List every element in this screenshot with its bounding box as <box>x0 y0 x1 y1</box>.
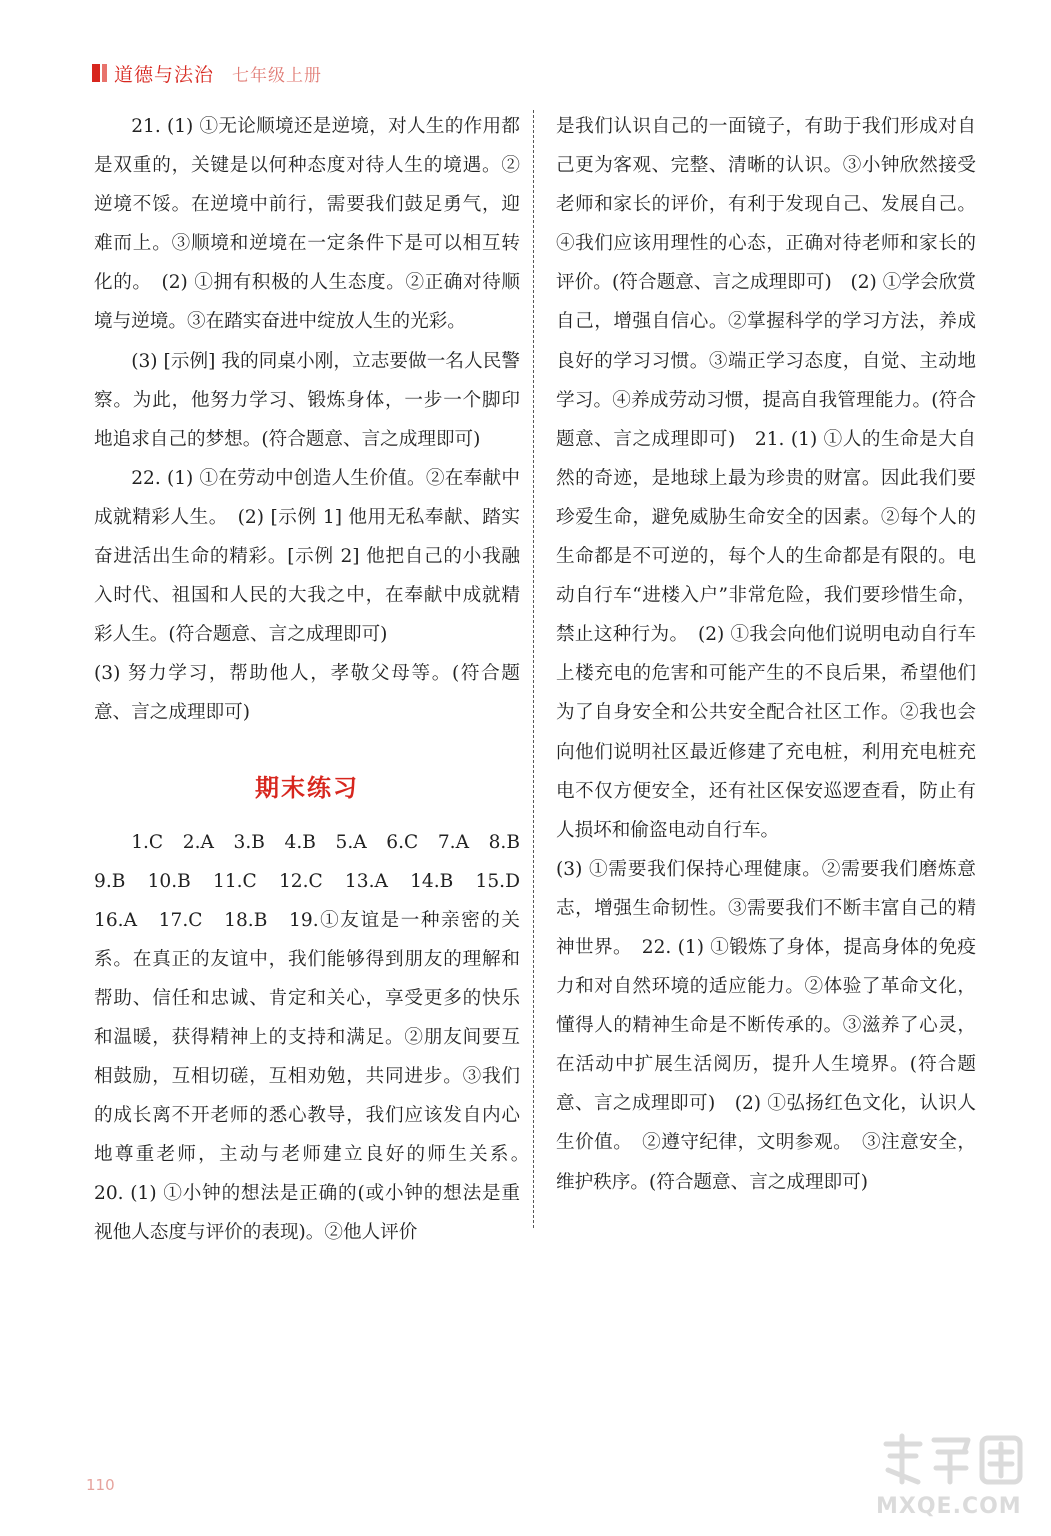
watermark-url: MXQE.COM <box>876 1494 1022 1519</box>
answer-paragraph: 是我们认识自己的一面镜子，有助于我们形成对自己更为客观、完整、清晰的认识。③小钟欣然接受老师和家长的评价，有利于发现自己、发展自己。④我们应该用理性的心态，正确对待老师和家长的评价。(符合题意、言之成理即可) (2) ①学会欣赏自己，增强自信心。②掌握科学的学习方法，养成良好的学习习惯。③端正学习态度，自觉、主动地学习。④养成劳动习惯，提高自我管理能力。(符合题意、言之成理即可) 21. (1) ①人的生命是大自然的奇迹，是地球上最为珍贵的财富。因此我们要珍爱生命，避免威胁生命安全的因素。②每个人的生命都是不可逆的，每个人的生命都是有限的。电动自行车“进楼入户”非常危险，我们要珍惜生命，禁止这种行为。 (2) ①我会向他们说明电动自行车上楼充电的危害和可能产生的不良后果，希望他们为了自身安全和公共安全配合社区工作。②我也会向他们说明社区最近修建了充电桩，利用充电桩充电不仅方便安全，还有社区保安巡逻查看，防止有人损坏和偷盗电动自行车。 <box>556 116 976 841</box>
right-column <box>556 107 976 1202</box>
page-number: 110 <box>86 1476 115 1494</box>
watermark-logo-icon <box>880 1430 1028 1488</box>
left-column <box>94 107 539 1253</box>
watermark-logo <box>868 1430 1028 1526</box>
answer-paragraph: 22. (1) ①在劳动中创造人生价值。②在奉献中成就精彩人生。 (2) [示例 1] 他用无私奉献、踏实奋进活出生命的精彩。[示例 2] 他把自己的小我融入时代、祖国和人民的大我之中，在奉献中成就精彩人生。(符合题意、言之成理即可) <box>94 467 520 646</box>
book-mark-icon <box>92 62 108 84</box>
answer-paragraph: (3) ①需要我们保持心理健康。②需要我们磨炼意志，增强生命韧性。③需要我们不断丰富自己的精神世界。 22. (1) ①锻炼了身体，提高身体的免疫力和对自然环境的适应能力。②体验了革命文化，懂得人的精神生命是不断传承的。③滋养了心灵，在活动中扩展生活阅历，提升人生境界。(符合题意、言之成理即可) (2) ①弘扬红色文化，认识人生价值。 ②遵守纪律，文明参观。 ③注意安全，维护秩序。(符合题意、言之成理即可) <box>556 858 976 1193</box>
answer-paragraph: 1.C 2.A 3.B 4.B 5.A 6.C 7.A 8.B 9.B 10.B 11.C 12.C 13.A 14.B 15.D 16.A 17.C 18.B 19.①友谊是一种亲密的关系。在真正的友谊中，我们能够得到朋友的理解和帮助、信任和忠诚、肯定和关心，享受更多的快乐和温暖，获得精神上的支持和满足。②朋友间要互相鼓励，互相切磋，互相劝勉，共同进步。③我们的成长离不开老师的悉心教导，我们应该发自内心地尊重老师，主动与老师建立良好的师生关系。 20. (1) ①小钟的想法是正确的(或小钟的想法是重视他人态度与评价的表现)。②他人评价 <box>94 831 539 1244</box>
grade-label: 七年级上册 <box>232 65 323 86</box>
section-title: 期末练习 <box>255 773 359 802</box>
answer-paragraph: 21. (1) ①无论顺境还是逆境，对人生的作用都是双重的，关键是以何种态度对待人生的境遇。②逆境不馁。在逆境中前行，需要我们鼓足勇气，迎难而上。③顺境和逆境在一定条件下是可以相互转化的。 (2) ①拥有积极的人生态度。②正确对待顺境与逆境。③在踏实奋进中绽放人生的光彩。 <box>94 116 520 333</box>
subject-title: 道德与法治 <box>114 63 215 86</box>
answer-paragraph: (3) [示例] 我的同桌小刚，立志要做一名人民警察。为此，他努力学习、锻炼身体，一步一个脚印地追求自己的梦想。(符合题意、言之成理即可) <box>94 350 520 450</box>
column-divider <box>533 110 534 1228</box>
page-header <box>92 58 322 88</box>
answer-paragraph: (3) 努力学习，帮助他人，孝敬父母等。(符合题意、言之成理即可) <box>94 663 520 724</box>
